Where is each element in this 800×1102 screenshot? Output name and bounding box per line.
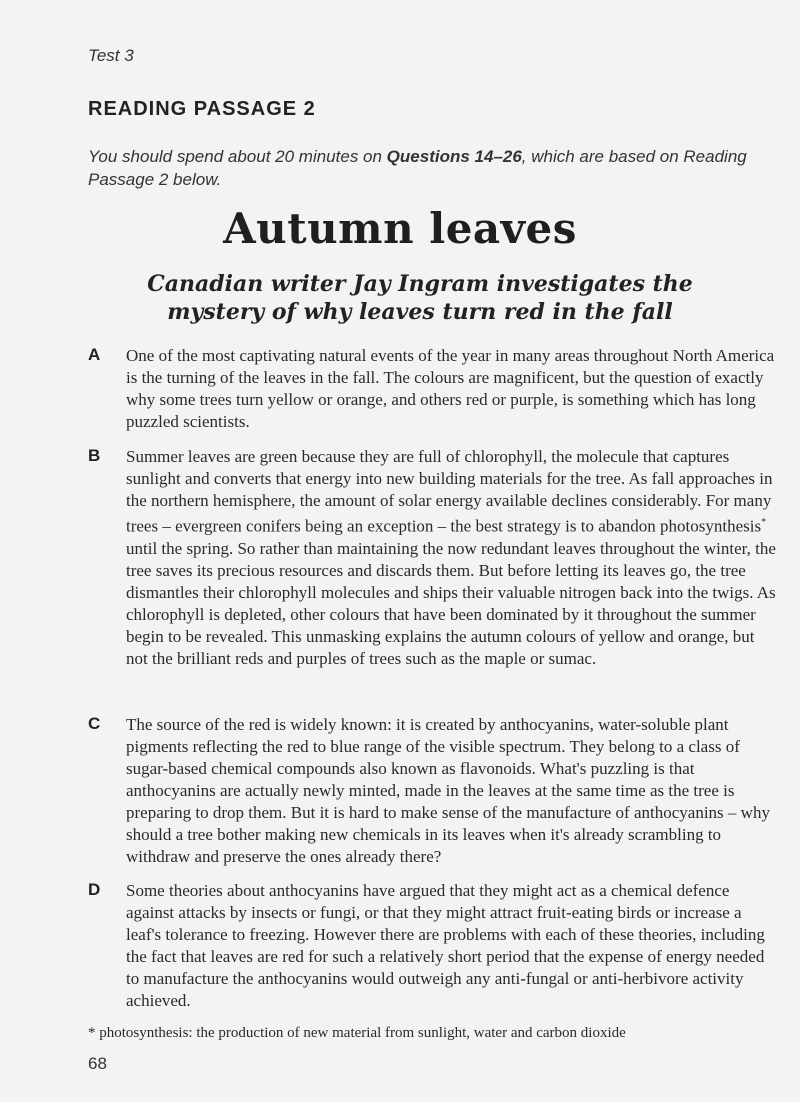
footnote-marker: * (761, 517, 767, 528)
instructions-questions: Questions 14–26 (386, 147, 522, 166)
paragraph-letter: D (88, 880, 101, 899)
page-number: 68 (88, 1054, 107, 1073)
paragraph-b (88, 446, 778, 670)
article-subtitle: Canadian writer Jay Ingram investigates the mystery of why leaves turn red in the fall (147, 271, 693, 325)
paragraph-text-part: Summer leaves are green because they are full of chlorophyll, the molecule that captures sunlight and converts that energy into new building materials for the tree. As fall approaches in the northern hemisphere, the amount of solar energy available declines considerably. For many trees – evergreen conifers being an exception – the best strategy is to abandon photosynthesis (126, 447, 773, 536)
instructions-after: , which are based on Reading Passage 2 below. (88, 147, 747, 189)
paragraph-letter: A (88, 345, 101, 364)
paragraph-d (88, 880, 778, 1012)
paragraph-letter: B (88, 446, 101, 465)
instructions (88, 145, 778, 191)
paragraph-text-part: until the spring. So rather than maintaining the now redundant leaves throughout the winter, the tree saves its precious resources and discards them. But before letting its leaves go, the tree dismantles their chlorophyll molecules and ships their valuable nitrogen back into the twigs. As chlorophyll is depleted, other colours that have been dominated by it throughout the summer begin to be revealed. This unmasking explains the autumn colours of yellow and orange, but not the brilliant reds and purples of trees such as the maple or sumac. (126, 538, 776, 668)
article-title: Autumn leaves (223, 204, 577, 253)
paragraph-text (126, 446, 778, 670)
paragraph-letter: C (88, 714, 101, 733)
paragraph-c (88, 714, 778, 868)
footnote: * photosynthesis: the production of new material from sunlight, water and carbon dioxide (88, 1025, 626, 1041)
paragraph-text: One of the most captivating natural events of the year in many areas throughout North America is the turning of the leaves in the fall. The colours are magnificent, but the question of exactly why some trees turn yellow or orange, and others red or purple, is something which has long puzzled scientists. (126, 346, 775, 431)
test-label: Test 3 (88, 46, 134, 65)
paragraph-a (88, 345, 778, 433)
paragraph-text: Some theories about anthocyanins have argued that they might act as a chemical defence against attacks by insects or fungi, or that they might attract fruit-eating birds or increase a leaf's tolerance to freezing. However there are problems with each of these theories, including the fact that leaves are red for such a relatively short period that the expense of energy needed to manufacture the anthocyanins would outweigh any anti-fungal or anti-herbivore activity achieved. (126, 881, 765, 1010)
instructions-before: You should spend about 20 minutes on (88, 147, 387, 166)
passage-heading: READING PASSAGE 2 (88, 98, 316, 120)
paragraph-text: The source of the red is widely known: it is created by anthocyanins, water-soluble plant pigments reflecting the red to blue range of the visible spectrum. They belong to a class of sugar-based chemical compounds also known as flavonoids. What's puzzling is that anthocyanins are actually newly minted, made in the leaves at the same time as the tree is preparing to drop them. But it is hard to make sense of the manufacture of anthocyanins – why should a tree bother making new chemicals in its leaves when it's already scrambling to withdraw and preserve the ones already there? (126, 715, 770, 866)
